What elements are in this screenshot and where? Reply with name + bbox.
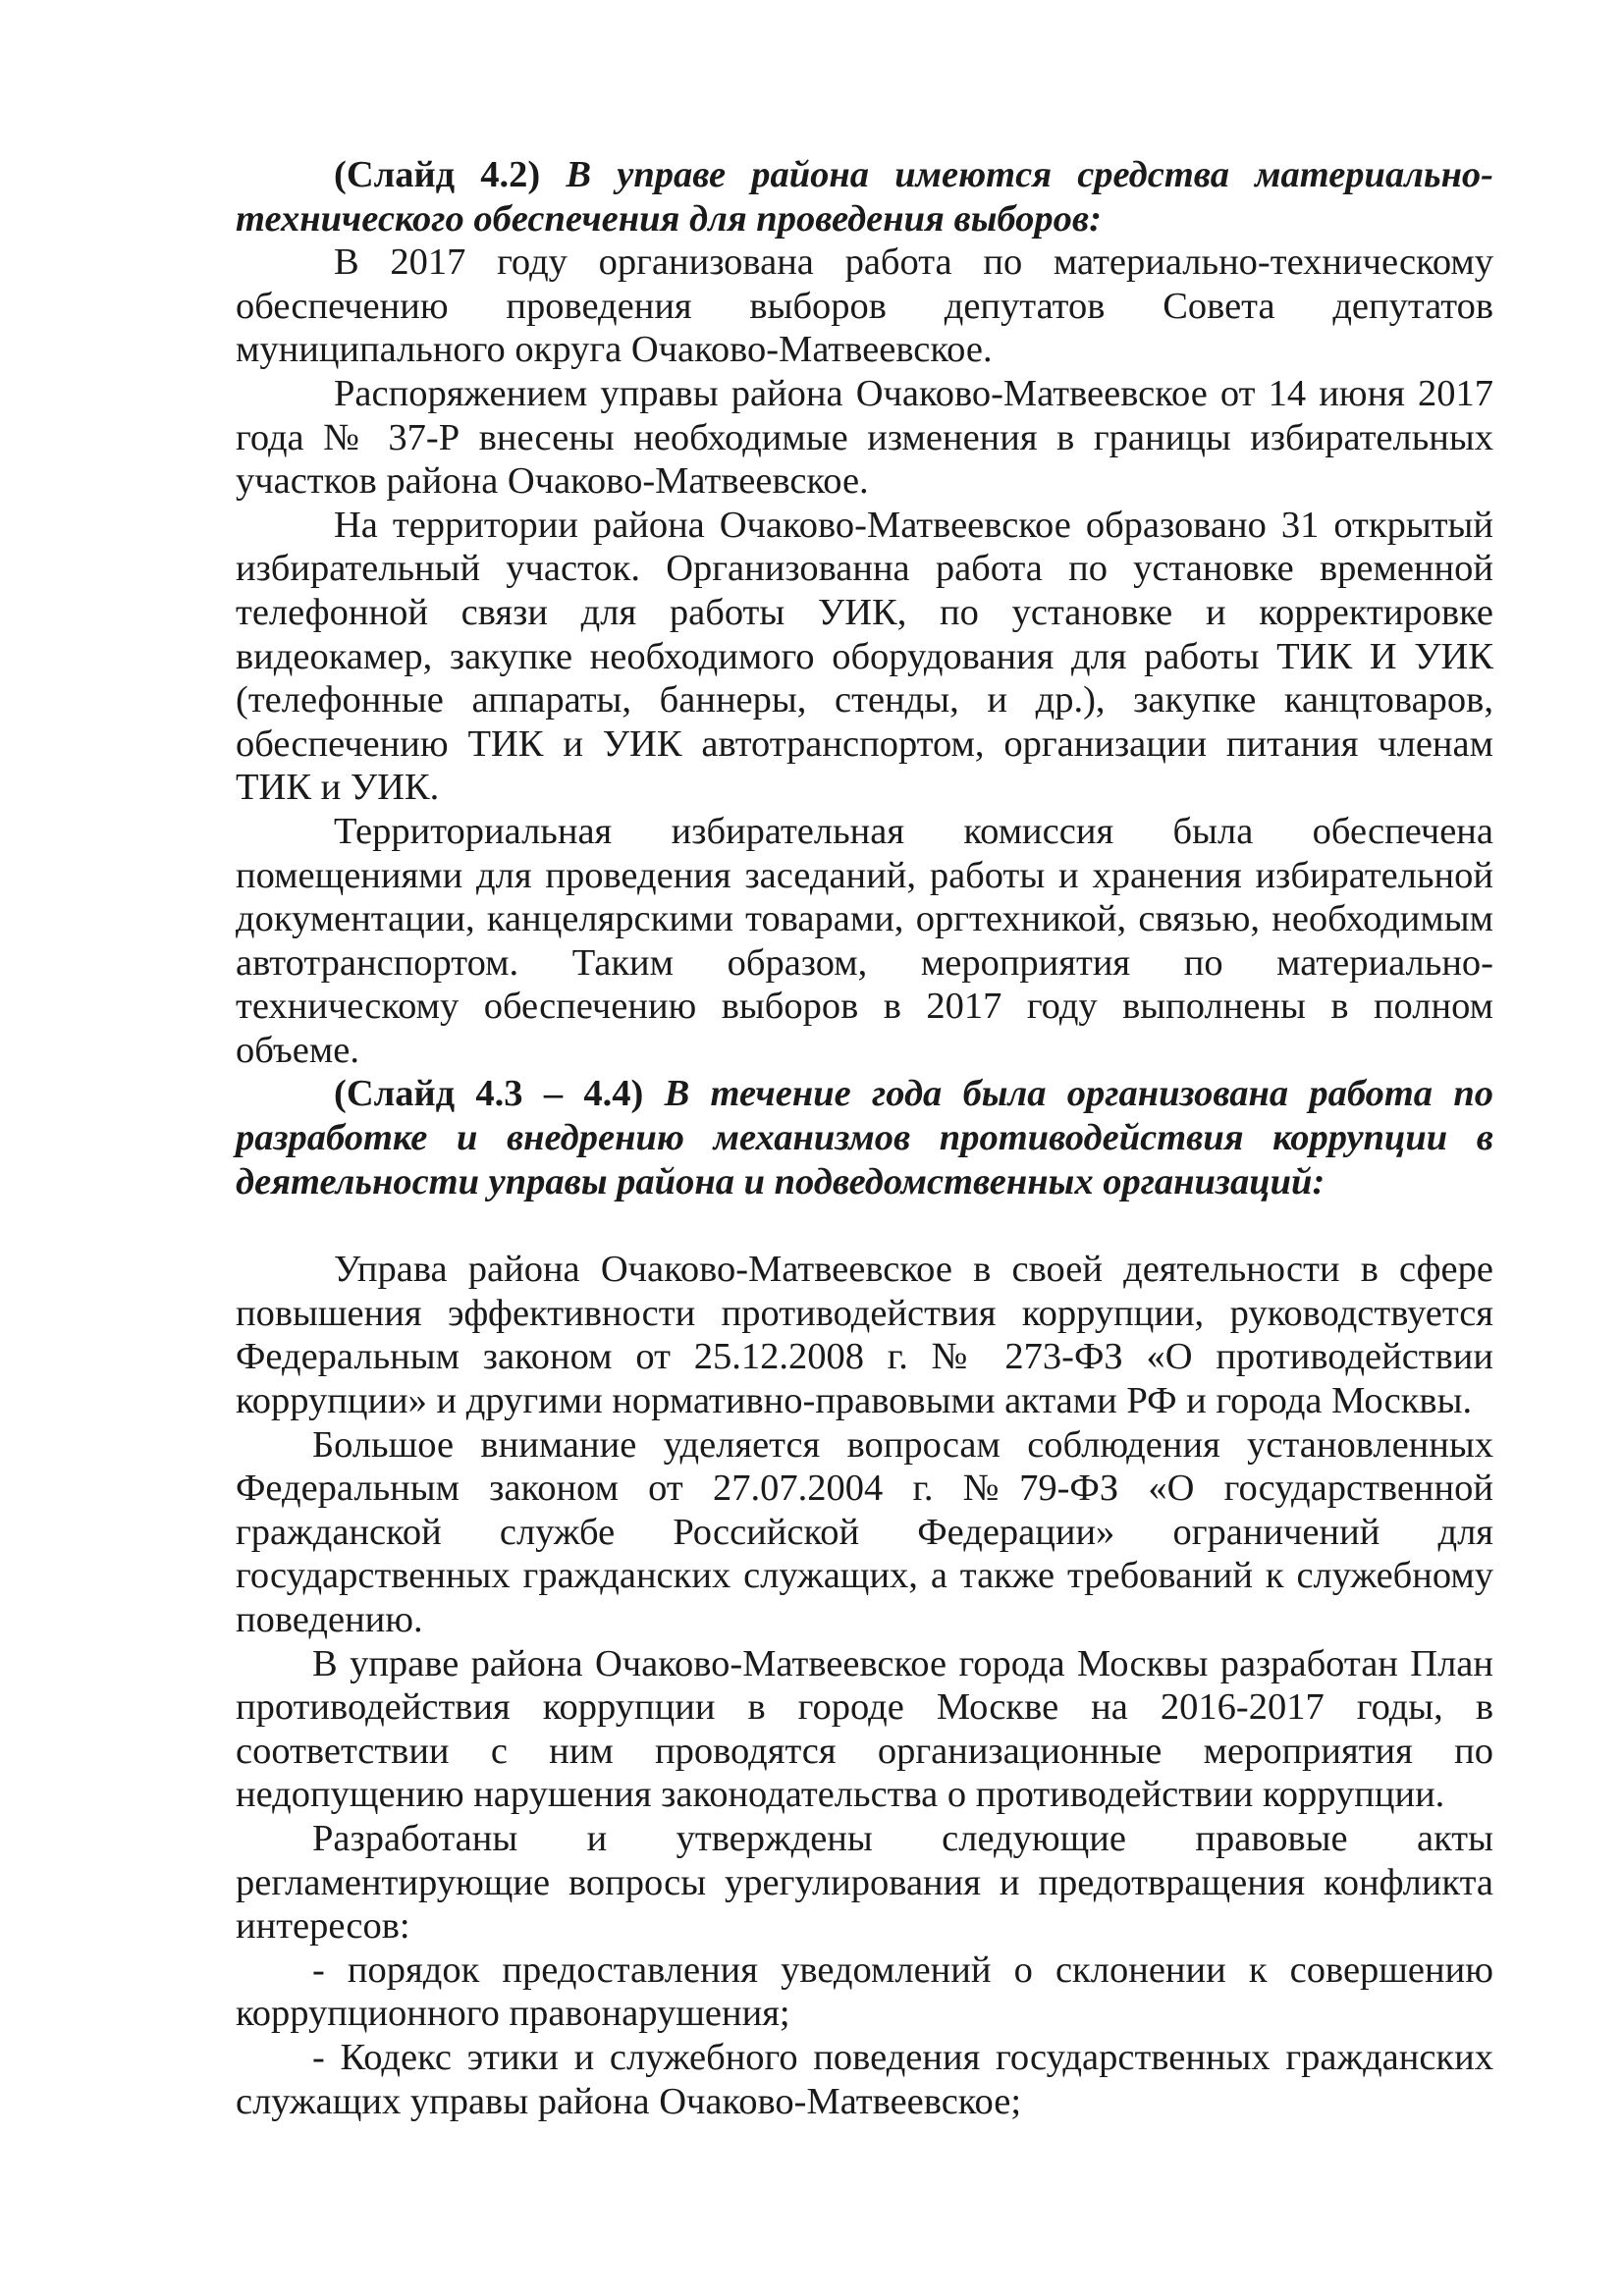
heading-text: В течение года была организована работа по разработке и внедрению механизмов противодействия коррупции в деятельности управы района и подведомственных организаций: [236,1073,1493,1202]
slide-label: (Слайд 4.2) [334,154,541,195]
paragraph: В управе района Очаково-Матвеевское города Москвы разработан План противодействия коррупции в городе Москве на 2016-2017 годы, в соответствии с ним проводятся организационные мероприятия по недопущению нарушения законодательства о противодействии коррупции. [236,1642,1493,1816]
list-item: - порядок предоставления уведомлений о склонении к совершению коррупционного правонарушения; [236,1949,1493,2035]
paragraph: Управа района Очаково-Матвеевское в своей деятельности в сфере повышения эффективности противодействия коррупции, руководствуется Федеральным законом от 25.12.2008 г. № 273-ФЗ «О противодействии коррупции» и другими нормативно-правовыми актами РФ и города Москвы. [236,1249,1493,1422]
list-item: - Кодекс этики и служебного поведения государственных гражданских служащих управы района Очаково-Матвеевское; [236,2036,1493,2122]
paragraph: На территории района Очаково-Матвеевское образовано 31 открытый избирательный участок. Организованна работа по установке временной телефонной связи для работы УИК, по установке и корректировке видеокамер, закупке необходимого оборудования для работы ТИК И УИК (телефонные аппараты, баннеры, стенды, и др.), закупке канцтоваров, обеспечению ТИК и УИК автотранспортом, организации питания членам ТИК и УИК. [236,504,1493,809]
section-heading-slide-4-2 [236,153,1493,240]
heading-text: В управе района имеются средства материально-технического обеспечения для проведения выборов: [236,154,1494,240]
section-heading-slide-4-3 [236,1072,1493,1203]
paragraph: Распоряжением управы района Очаково-Матвеевское от 14 июня 2017 года № 37-Р внесены необходимые изменения в границы избирательных участков района Очаково-Матвеевское. [236,372,1493,503]
paragraph: Территориальная избирательная комиссия была обеспечена помещениями для проведения заседаний, работы и хранения избирательной документации, канцелярскими товарами, оргтехникой, связью, необходимым автотранспортом. Таким образом, мероприятия по материально-техническому обеспечению выборов в 2017 году выполнены в полном объеме. [236,810,1493,1071]
paragraph: Разработаны и утверждены следующие правовые акты регламентирующие вопросы урегулирования и предотвращения конфликта интересов: [236,1817,1493,1948]
paragraph: Большое внимание уделяется вопросам соблюдения установленных Федеральным законом от 27.07.2004 г. №79-ФЗ «О государственной гражданской службе Российской Федерации» ограничений для государственных гражданских служащих, а также требований к служебному поведению. [236,1423,1493,1640]
blank-line [236,1203,1493,1248]
paragraph: В 2017 году организована работа по материально-техническому обеспечению проведения выборов депутатов Совета депутатов муниципального округа Очаково-Матвеевское. [236,241,1493,371]
slide-label: (Слайд 4.3 – 4.4) [334,1073,644,1115]
